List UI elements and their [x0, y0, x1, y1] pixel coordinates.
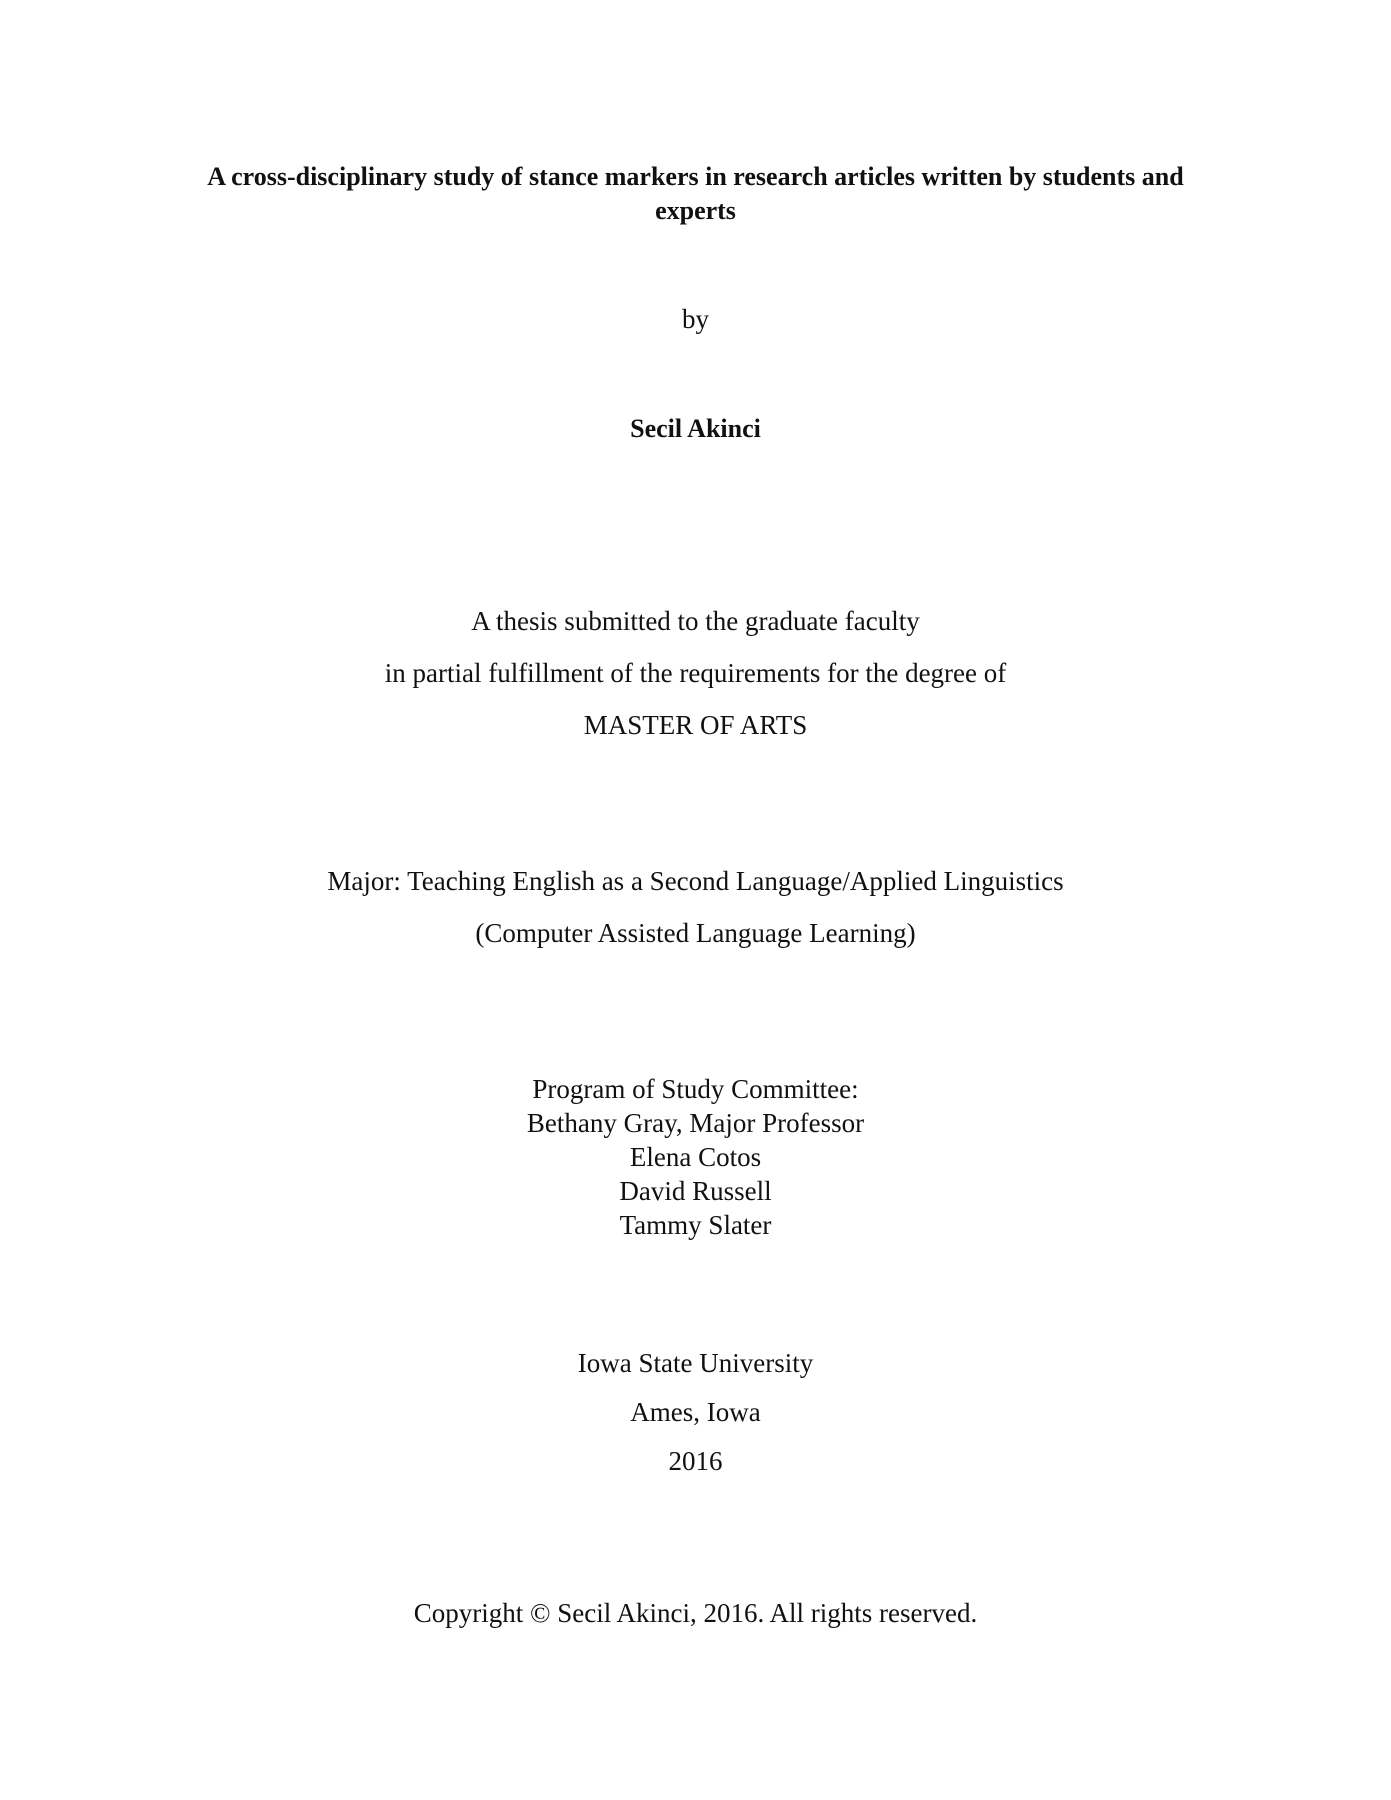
by-label: by	[682, 304, 709, 334]
committee-member: Tammy Slater	[619, 1210, 772, 1240]
university-location: Ames, Iowa	[630, 1397, 761, 1427]
thesis-title: A cross-disciplinary study of stance markers in research articles written by students and experts	[207, 162, 1184, 225]
committee-member: Elena Cotos	[629, 1142, 762, 1172]
committee-member: David Russell	[619, 1176, 772, 1206]
committee-block	[0, 1072, 1391, 1242]
committee-member: Bethany Gray, Major Professor	[526, 1108, 865, 1138]
university-name: Iowa State University	[577, 1348, 814, 1378]
author-name: Secil Akinci	[630, 414, 761, 443]
committee-heading: Program of Study Committee:	[532, 1074, 859, 1104]
major-line: Major: Teaching English as a Second Language/Applied Linguistics	[327, 866, 1064, 896]
copyright-notice: Copyright © Secil Akinci, 2016. All rights reserved.	[413, 1598, 978, 1628]
thesis-year: 2016	[668, 1446, 723, 1476]
submission-line-2: in partial fulfillment of the requirements for the degree of	[384, 658, 1007, 688]
submission-line-1: A thesis submitted to the graduate faculty	[471, 606, 920, 636]
major-specialization: (Computer Assisted Language Learning)	[475, 918, 916, 948]
degree-name: MASTER OF ARTS	[583, 710, 808, 740]
